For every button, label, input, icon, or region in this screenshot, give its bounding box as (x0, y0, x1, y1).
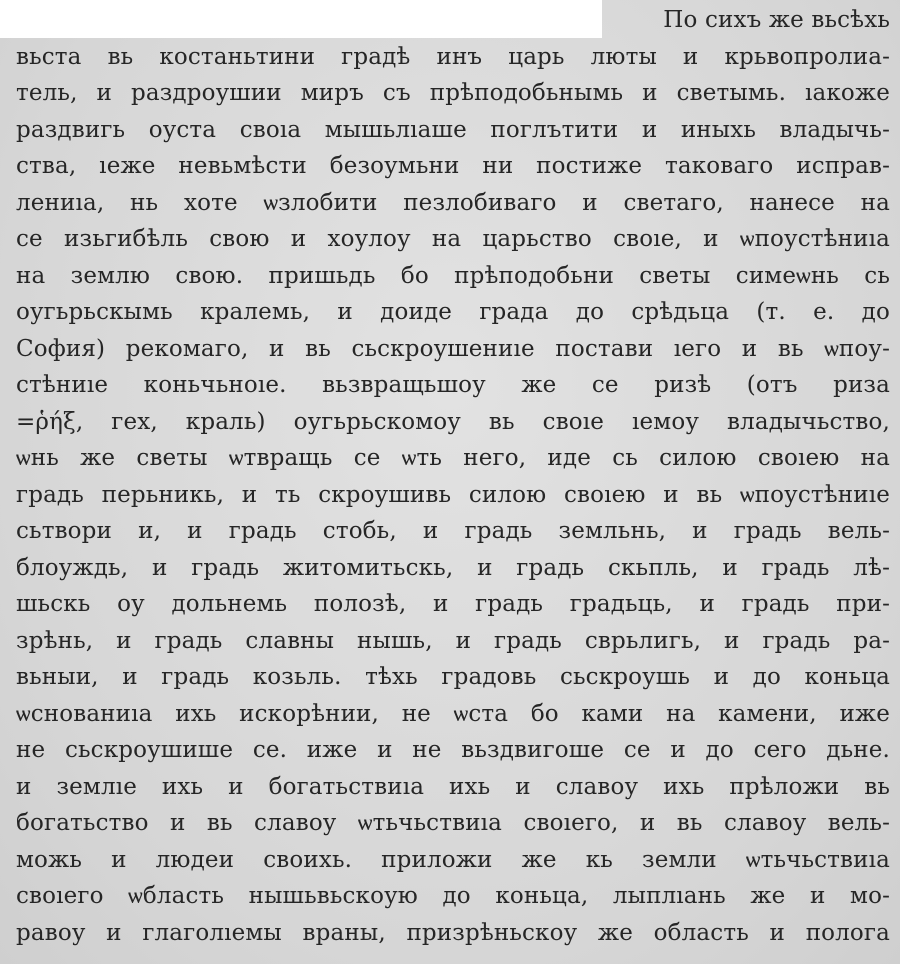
text-line: можь и людеи своихь. приложи же кь земли ѡтьчьствиıа (16, 846, 890, 873)
text-line: стѣниıе коньчьноıе. вьзвращьшоу же се ризѣ (отъ риза (16, 372, 890, 398)
text-line: богатьство и вь славоу ѡтьчьствиıа своıего, и вь славоу вель- (16, 810, 890, 836)
text-line: тель, и раздроушии миръ съ прѣподобьнымь и светымь. ıакоже (16, 80, 890, 106)
text-line: София) рекомаго, и вь сьскроушениıе постави ıего и вь ѡпоу- (16, 335, 890, 362)
text-line: раздвигь оуста своıа мышьлıаше поглътити и иныхь владычь- (16, 116, 890, 143)
text-line: ства, ıеже невьмѣсти безоумьни ни постиже таковаго исправ- (16, 153, 890, 179)
text-line: По сихъ же вьсѣхь (663, 7, 890, 33)
text-line: вьныи, и градь козьль. тѣхь градовь сьскроушь и до коньца (16, 664, 890, 690)
text-line: лениıа, нь хоте ѡзлобити пезлобиваго и светаго, нанесе на (16, 189, 890, 216)
text-line: сьтвори и, и градь стобь, и градь земльнь, и градь вель- (16, 518, 890, 544)
text-line: и землıе ихь и богатьствиıа ихь и славоу ихь прѣложи вь (16, 773, 890, 800)
text-line: зрѣнь, и градь славны нышь, и градь сврьлигь, и градь ра- (16, 627, 890, 654)
text-line: на землю свою. пришьдь бо прѣподобьни светы симеѡнь сь (16, 262, 890, 289)
text-line: шьскь оу дольнемь полозѣ, и градь градьць, и градь при- (16, 591, 890, 617)
text-line: блоуждь, и градь житомитьскь, и градь скьпль, и градь лѣ- (16, 554, 890, 581)
text-line: оугьрьскымь кралемь, и доиде града до срѣдьца (т. е. до (16, 299, 890, 325)
text-line: не сьскроушише се. иже и не вьздвигоше се и до сего дьне. (16, 737, 890, 763)
text-line: ѡнь же светы ѡтвращь се ѡть него, иде сь силою своıею на (16, 445, 890, 471)
text-line: градь перьникь, и ть скроушивь силою своıею и вь ѡпоустѣниıе (16, 481, 890, 508)
text-line: =ῥήξ, гех, краль) оугьрьскомоу вь своıе ıемоу владычьство, (16, 408, 890, 435)
text-line: равоу и глаголıемы враны, призрѣньскоу же область и полога (16, 919, 890, 946)
text-block (16, 0, 890, 951)
text-line: вьста вь костаньтини градѣ инъ царь люты и крьвопролиа- (16, 43, 890, 70)
text-line: своıего ѡбласть нышьвьскоую до коньца, лыплıань же и мо- (16, 883, 890, 909)
text-line: ѡснованиıа ихь искорѣнии, не ѡста бо ками на камени, иже (16, 700, 890, 727)
text-line: се изьгибѣль свою и хоулоу на царьство своıе, и ѡпоустѣниıа (16, 226, 890, 252)
